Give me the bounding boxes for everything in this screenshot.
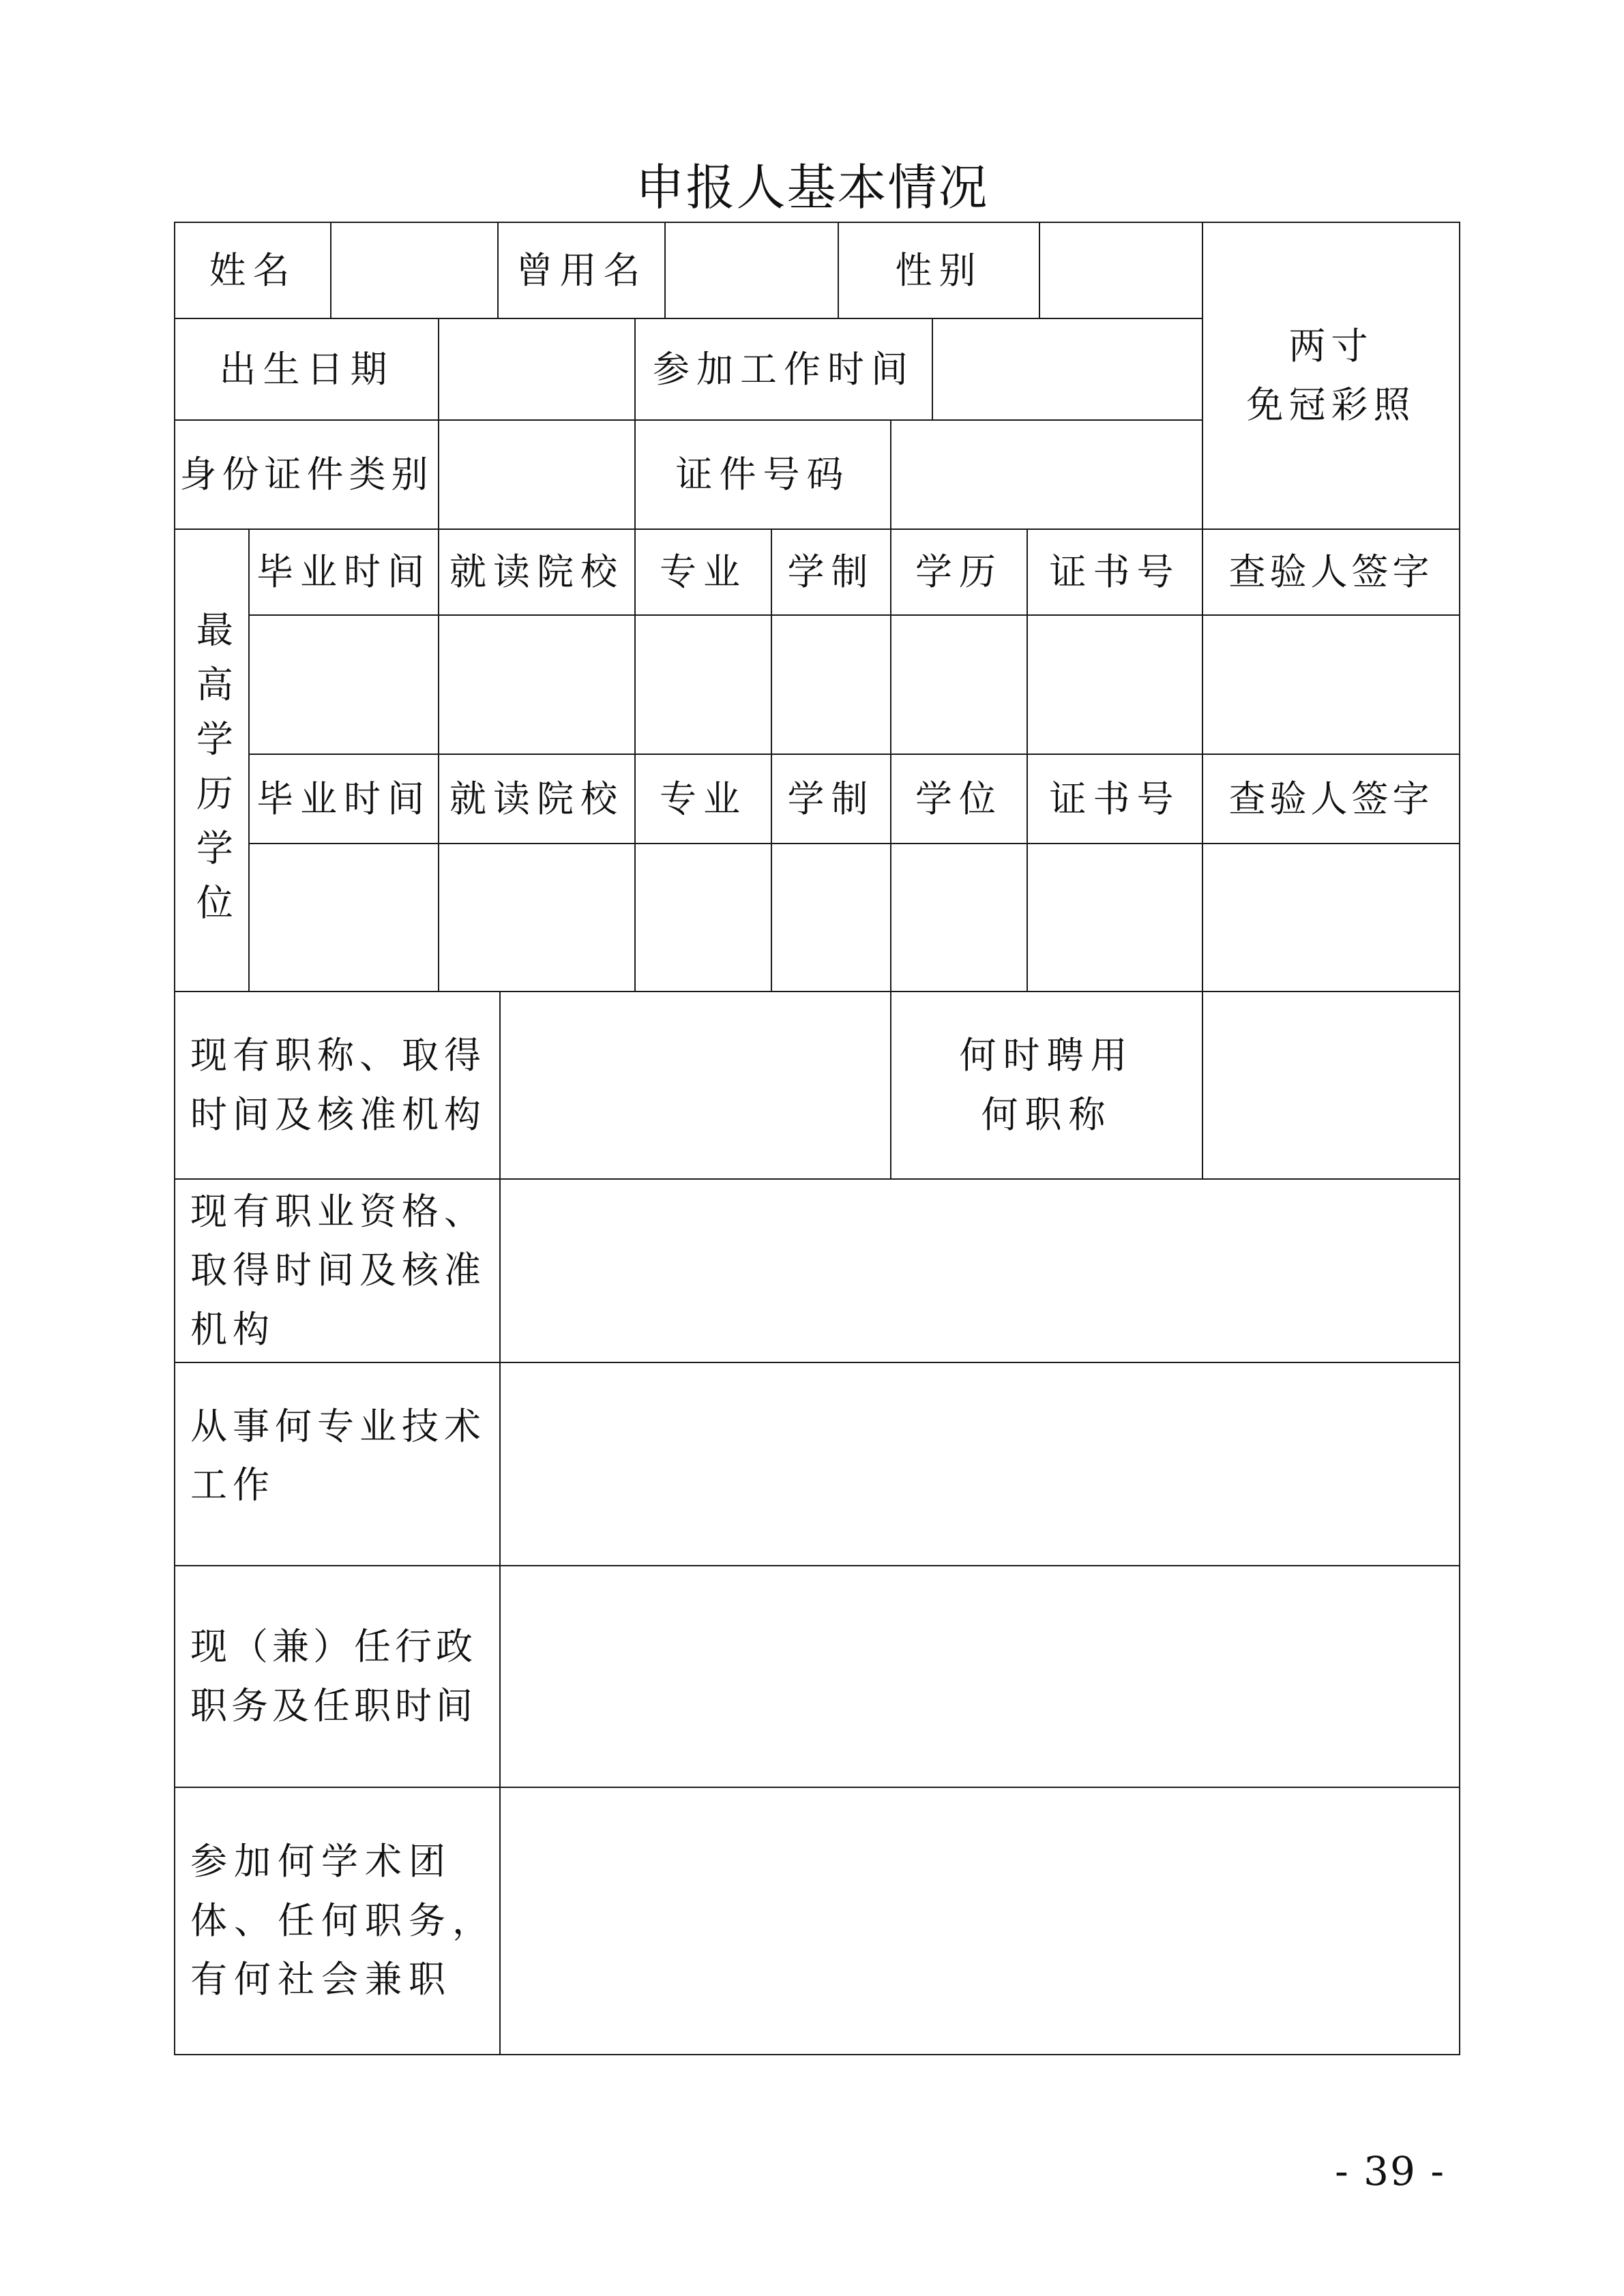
current-title-field[interactable]	[499, 991, 891, 1180]
edu2-degree-field[interactable]	[890, 843, 1028, 992]
work-start-field[interactable]	[932, 318, 1203, 421]
page-number: - 39 -	[1335, 2148, 1445, 2194]
label-id-number: 证件号码	[634, 419, 891, 530]
label-birth-date: 出生日期	[174, 318, 439, 421]
former-name-field[interactable]	[664, 222, 839, 319]
edu1-major-field[interactable]	[634, 614, 772, 755]
edu1-school-field[interactable]	[438, 614, 636, 755]
id-type-field[interactable]	[438, 419, 636, 530]
edu2-header-grad-time: 毕业时间	[248, 754, 439, 844]
edu1-header-school: 就读院校	[438, 528, 636, 616]
edu2-header-school: 就读院校	[438, 754, 636, 844]
label-current-title: 现有职称、取得 时间及核准机构	[174, 991, 501, 1180]
label-admin-post: 现（兼）任行政 职务及任职时间	[174, 1565, 501, 1788]
academic-field[interactable]	[499, 1787, 1460, 2055]
edu1-education-field[interactable]	[890, 614, 1028, 755]
edu2-duration-field[interactable]	[771, 843, 891, 992]
edu1-duration-field[interactable]	[771, 614, 891, 755]
edu1-header-grad-time: 毕业时间	[248, 528, 439, 616]
label-id-type: 身份证件类别	[174, 419, 439, 530]
id-number-field[interactable]	[890, 419, 1203, 530]
hire-title-field[interactable]	[1202, 991, 1460, 1180]
edu2-header-verifier: 查验人签字	[1202, 754, 1460, 844]
label-academic: 参加何学术团 体、任何职务， 有何社会兼职	[174, 1787, 501, 2055]
edu1-verifier-field[interactable]	[1202, 614, 1460, 755]
edu1-header-certificate: 证书号	[1027, 528, 1203, 616]
edu2-certificate-field[interactable]	[1027, 843, 1203, 992]
gender-field[interactable]	[1039, 222, 1203, 319]
name-field[interactable]	[330, 222, 499, 319]
form-title: 申报人基本情况	[635, 159, 989, 216]
edu1-header-duration: 学制	[771, 528, 891, 616]
edu2-grad-time-field[interactable]	[248, 843, 439, 992]
label-work-start: 参加工作时间	[634, 318, 933, 421]
edu1-grad-time-field[interactable]	[248, 614, 439, 755]
photo-placeholder[interactable]: 两寸 免冠彩照	[1202, 222, 1460, 530]
edu1-header-major: 专业	[634, 528, 772, 616]
admin-post-field[interactable]	[499, 1565, 1460, 1788]
edu2-verifier-field[interactable]	[1202, 843, 1460, 992]
edu2-school-field[interactable]	[438, 843, 636, 992]
birth-date-field[interactable]	[438, 318, 636, 421]
edu2-header-degree: 学位	[890, 754, 1028, 844]
edu1-header-education: 学历	[890, 528, 1028, 616]
edu2-major-field[interactable]	[634, 843, 772, 992]
edu1-header-verifier: 查验人签字	[1202, 528, 1460, 616]
label-gender: 性别	[838, 222, 1040, 319]
label-tech-work: 从事何专业技术 工作	[174, 1362, 501, 1566]
label-former-name: 曾用名	[497, 222, 666, 319]
label-highest-education: 最高学历学位	[174, 528, 250, 992]
label-hire-title: 何时聘用 何职称	[890, 991, 1203, 1180]
edu2-header-major: 专业	[634, 754, 772, 844]
label-qualification: 现有职业资格、 取得时间及核准 机构	[174, 1178, 501, 1363]
tech-work-field[interactable]	[499, 1362, 1460, 1566]
edu1-certificate-field[interactable]	[1027, 614, 1203, 755]
edu2-header-duration: 学制	[771, 754, 891, 844]
qualification-field[interactable]	[499, 1178, 1460, 1363]
label-name: 姓名	[174, 222, 331, 319]
edu2-header-certificate: 证书号	[1027, 754, 1203, 844]
